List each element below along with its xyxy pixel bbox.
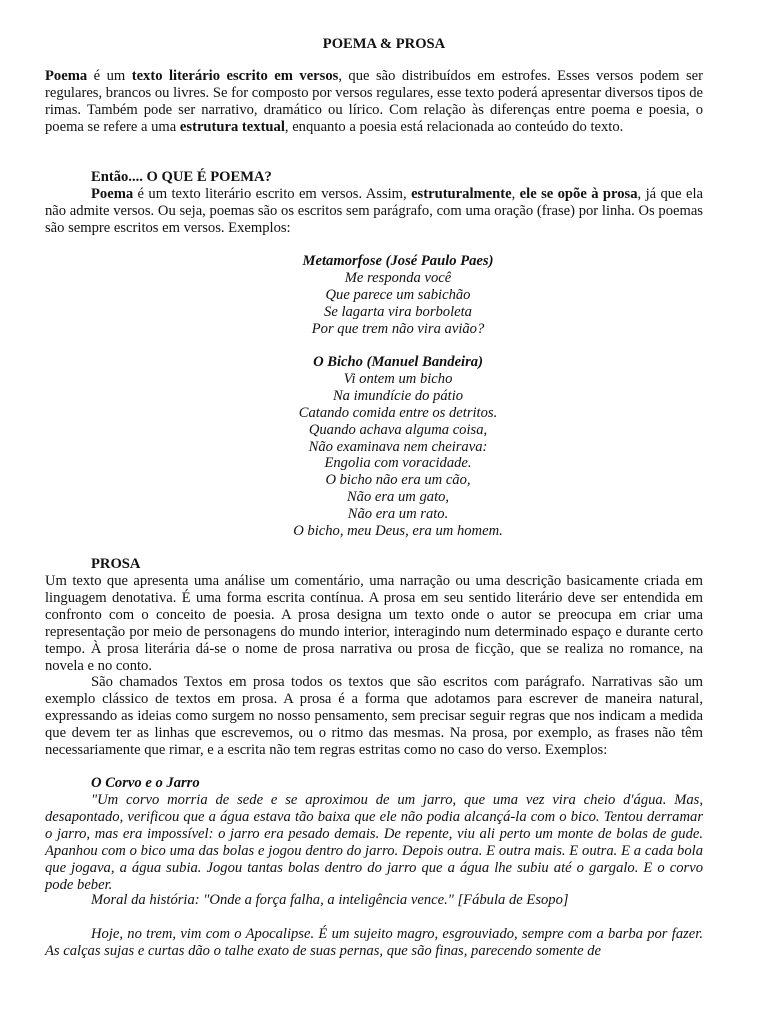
fable-title: O Corvo e o Jarro — [91, 775, 200, 791]
intro-paragraph — [45, 68, 703, 136]
intro-text-3: , enquanto a poesia está relacionada ao conteúdo do texto. — [284, 118, 624, 135]
poem-line: O bicho, meu Deus, era um homem. — [293, 523, 503, 540]
prose-paragraph-2 — [45, 674, 703, 759]
question-heading: Então.... O QUE É POEMA? — [91, 169, 272, 185]
poem-metamorfose — [0, 253, 768, 338]
intro-bold-definition: texto literário escrito em versos — [131, 68, 339, 84]
definition-bold-opposes: ele se opõe à prosa — [519, 186, 638, 202]
poem-line: Catando comida entre os detritos. — [298, 404, 498, 421]
poem-line: Por que trem não vira avião? — [311, 320, 485, 337]
prose-heading: PROSA — [91, 556, 141, 572]
poem-line: Na imundície do pátio — [332, 387, 464, 404]
prose-paragraph-1 — [45, 573, 703, 674]
poem-line: Não era um rato. — [347, 506, 449, 523]
fable-text — [45, 792, 703, 893]
poem-line: Me responda você — [344, 269, 452, 286]
intro-bold-structure: estrutura textual — [179, 118, 285, 135]
poem-line: Não examinava nem cheirava: — [308, 438, 488, 455]
poem-line: Que parece um sabichão — [325, 286, 471, 303]
page-title: POEMA & PROSA — [322, 36, 446, 52]
poem-line: Se lagarta vira borboleta — [324, 303, 472, 320]
fable-moral-text: Moral da história: "Onde a força falha, a inteligência vence." [Fábula de Esopo] — [91, 892, 569, 908]
poem-line: Quando achava alguma coisa, — [308, 421, 488, 438]
fable-moral — [45, 892, 703, 909]
intro-text-2: , que são distribuídos em estrofes. Esses versos podem ser regulares, brancos ou livres. Se for composto por versos regulares, esse texto poderá apresentar diversos tipos de rimas. Também pode ser narrativo, dramático ou lírico. Com relação às diferenças entre poema e poesia, o poema se refere a uma — [45, 68, 703, 135]
prose-paragraph-1-text: Um texto que apresenta uma análise um comentário, uma narração ou uma descrição basicamente criada em linguagem denotativa. É uma forma escrita contínua. A prosa em seu sentido literário deve ser entendida em confronto com o conceito de poesia. A prosa designa um texto onde o autor se preocupa em criar uma representação por meio de personagens do mundo interior, interagindo num determinado espaço e durante certo tempo. À prosa literária dá-se o nome de prosa narrativa ou prosa de ficção, que se realiza no romance, na novela e no conto. — [45, 573, 703, 674]
last-paragraph — [45, 926, 703, 960]
poem-line: Engolia com voracidade. — [324, 455, 472, 472]
definition-text-3: , já que ela não admite versos. Ou seja, poemas são os escritos sem parágrafo, com uma oração (frase) por linha. Os poemas são sempre escritos em versos. Exemplos: — [45, 186, 703, 236]
definition-paragraph — [45, 186, 703, 237]
intro-text-1: é um — [87, 68, 132, 84]
definition-text-1: é um texto literário escrito em versos. Assim, — [133, 186, 412, 202]
definition-text-2: , — [511, 186, 520, 202]
prose-paragraph-2-text: São chamados Textos em prosa todos os textos que são escritos com parágrafo. Narrativas são um exemplo clássico de textos em prosa. A prosa é a forma que adotamos para escrever de maneira natural, expressando as ideias como surgem no nosso pensamento, sem precisar seguir regras que nos indicam a medida que devem ter as linhas que escrevemos, ou o ritmo das mesmas. Na prosa, por exemplo, as frases não têm necessariamente que rimar, e a escrita não tem regras estritas como no caso do verso. Exemplos: — [45, 674, 703, 758]
definition-bold-poema: Poema — [91, 186, 134, 202]
poem-o-bicho — [0, 354, 768, 540]
poem-title: Metamorfose (José Paulo Paes) — [302, 253, 494, 269]
poem-title: O Bicho (Manuel Bandeira) — [313, 354, 483, 370]
poem-line: Vi ontem um bicho — [343, 370, 453, 387]
intro-bold-poema: Poema — [45, 68, 88, 84]
poem-line: O bicho não era um cão, — [325, 472, 471, 489]
poem-line: Não era um gato, — [346, 489, 450, 506]
fable-text-body: "Um corvo morria de sede e se aproximou de um jarro, que uma vez vira cheio d'água. Mas, desapontado, verificou que a água estava tão baixa que ele não podia alcançá-la com o bico. Tentou derramar o jarro, mas era impossível: o jarro era pesado demais. De repente, viu ali perto um monte de bolas de gude. Apanhou com o bico uma das bolas e jogou dentro do jarro. Depois outra. E outra mais. E outra. E a cada bola que jogava, a água subia. Jogou tantas bolas dentro do jarro que a água lhe subiu até o gargalo. E o corvo pode beber. — [45, 792, 703, 893]
definition-bold-structurally: estruturalmente — [411, 186, 512, 202]
last-paragraph-text: Hoje, no trem, vim com o Apocalipse. É um sujeito magro, esgrouviado, sempre com a barba por fazer. As calças sujas e curtas dão o talhe exato de suas pernas, que são finas, parecendo somente de — [45, 926, 703, 959]
